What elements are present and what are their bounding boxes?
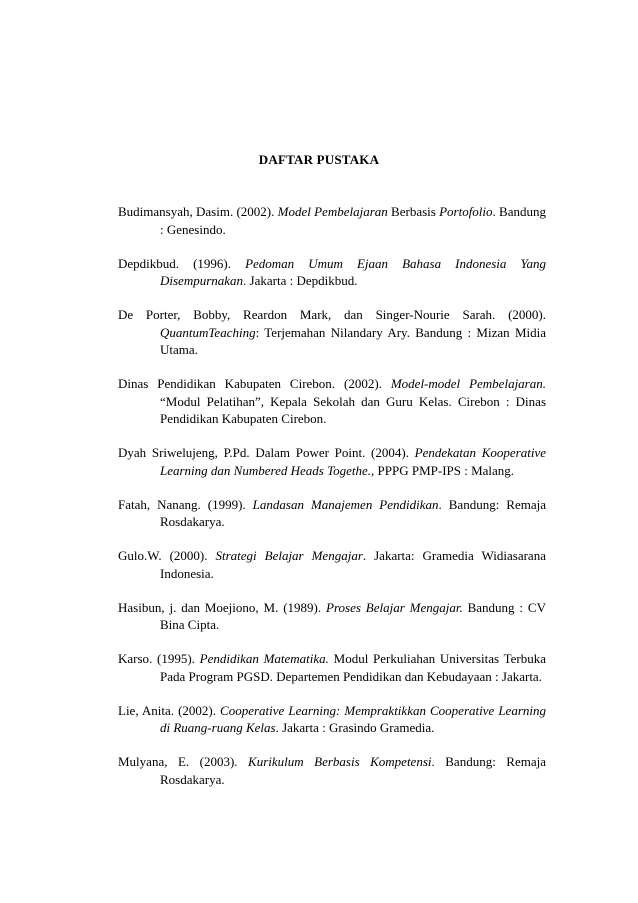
- reference-entry: Mulyana, E. (2003). Kurikulum Berbasis Kompetensi. Bandung: Remaja Rosdakarya.: [118, 754, 547, 787]
- page-title: DAFTAR PUSTAKA: [258, 152, 380, 167]
- reference-entry: Lie, Anita. (2002). Cooperative Learning: Mempraktikkan Cooperative Learning di Ruang-ruang Kelas. Jakarta : Grasindo Gramedia.: [118, 702, 546, 735]
- reference-entry: Dinas Pendidikan Kabupaten Cirebon. (2002). Model-model Pembelajaran. “Modul Pelatihan”, Kepala Sekolah dan Guru Kelas. Cirebon : Dinas Pendidikan Kabupaten Cirebon.: [118, 376, 546, 426]
- reference-entry: Karso. (1995). Pendidikan Matematika. Modul Perkuliahan Universitas Terbuka Pada Program PGSD. Departemen Pendidikan dan Kebudayaan : Jakarta.: [118, 651, 546, 684]
- reference-entry: Fatah, Nanang. (1999). Landasan Manajemen Pendidikan. Bandung: Remaja Rosdakarya.: [118, 496, 546, 529]
- reference-entry: De Porter, Bobby, Reardon Mark, dan Singer-Nourie Sarah. (2000). QuantumTeaching: Terjemahan Nilandary Ary. Bandung : Mizan Midia Utama.: [118, 307, 546, 357]
- reference-entry: Hasibun, j. dan Moejiono, M. (1989). Proses Belajar Mengajar. Bandung : CV Bina Cipta.: [118, 599, 546, 632]
- reference-entry: Dyah Sriwelujeng, P.Pd. Dalam Power Point. (2004). Pendekatan Kooperative Learning dan Numbered Heads Togethe., PPPG PMP-IPS : Malang.: [118, 445, 546, 478]
- reference-entry: Depdikbud. (1996). Pedoman Umum Ejaan Bahasa Indonesia Yang Disempurnakan. Jakarta : Depdikbud.: [118, 255, 546, 288]
- reference-entry: Budimansyah, Dasim. (2002). Model Pembelajaran Berbasis Portofolio. Bandung : Genesindo.: [118, 204, 546, 237]
- reference-entry: Gulo.W. (2000). Strategi Belajar Mengajar. Jakarta: Gramedia Widiasarana Indonesia.: [118, 548, 546, 581]
- reference-list: [118, 190, 546, 805]
